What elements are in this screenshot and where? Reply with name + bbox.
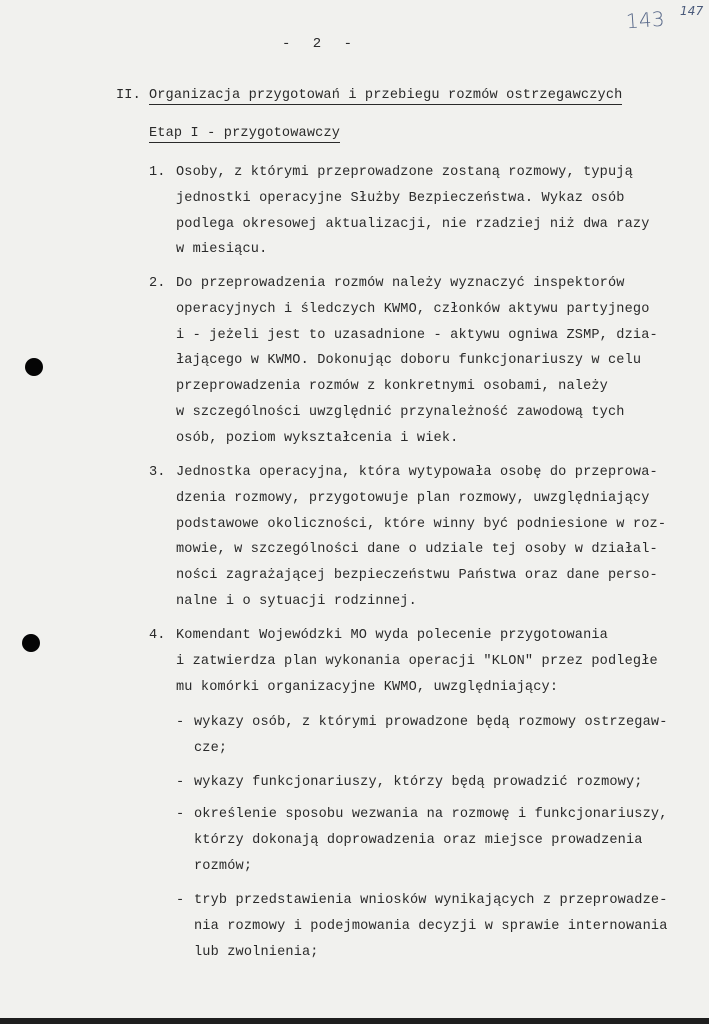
paragraph-line: przeprowadzenia rozmów z konkretnymi osobami, należy (176, 379, 608, 395)
section-heading (116, 88, 622, 103)
bullet-item (176, 710, 696, 762)
paragraph-line: w szczególności uwzględnić przynależność zawodową tych (176, 404, 625, 420)
bullet-dash: - (176, 807, 185, 822)
paragraph-line: nalne i o sytuacji rodzinnej. (176, 593, 417, 609)
bullet-line: wykazy osób, z którymi prowadzone będą rozmowy ostrzegaw- (194, 715, 668, 730)
bullet-item (176, 888, 696, 965)
paragraph-line: ności zagrażającej bezpieczeństwu Państwa oraz dane perso- (176, 568, 658, 584)
section-number: II. (116, 88, 141, 103)
page-number: - 2 - (282, 36, 353, 52)
numbered-paragraph (149, 623, 689, 700)
handwritten-folio-number: 143 (625, 6, 666, 34)
bullet-dash: - (176, 775, 185, 790)
paragraph-line: mowie, w szczególności dane o udziale tej osoby w działal- (176, 542, 658, 558)
paragraph-line: podlega okresowej aktualizacji, nie rzadziej niż dwa razy (176, 216, 650, 232)
bullet-line: rozmów; (194, 858, 253, 874)
paragraph-line: Komendant Wojewódzki MO wyda polecenie przygotowania (176, 628, 608, 643)
bullet-dash: - (176, 893, 185, 908)
bullet-line: nia rozmowy i podejmowania decyzji w sprawie internowania (194, 918, 668, 934)
scan-edge (0, 1018, 709, 1024)
bullet-line: wykazy funkcjonariuszy, którzy będą prowadzić rozmowy; (194, 775, 643, 790)
punch-hole (22, 634, 40, 652)
paragraph-line: Do przeprowadzenia rozmów należy wyznaczyć inspektorów (176, 276, 625, 291)
handwritten-folio-number-small: 147 (680, 4, 704, 18)
paragraph-line: łającego w KWMO. Dokonując doboru funkcjonariuszy w celu (176, 353, 642, 369)
paragraph-line: mu komórki organizacyjne KWMO, uwzględniający: (176, 679, 559, 695)
numbered-paragraph (149, 160, 689, 263)
bullet-line: lub zwolnienia; (194, 944, 319, 960)
numbered-paragraph (149, 460, 689, 615)
bullet-dash: - (176, 715, 185, 730)
paragraph-line: Jednostka operacyjna, która wytypowała osobę do przeprowa- (176, 465, 658, 480)
paragraph-number: 3. (149, 465, 166, 480)
bullet-line: którzy dokonają doprowadzenia oraz miejsce prowadzenia (194, 832, 643, 848)
punch-hole (25, 358, 43, 376)
paragraph-line: Osoby, z którymi przeprowadzone zostaną rozmowy, typują (176, 165, 633, 180)
paragraph-number: 4. (149, 628, 166, 643)
bullet-item (176, 770, 696, 796)
paragraph-line: dzenia rozmowy, przygotowuje plan rozmowy, uwzględniający (176, 490, 650, 506)
bullet-line: tryb przedstawienia wniosków wynikających z przeprowadze- (194, 893, 668, 908)
paragraph-line: osób, poziom wykształcenia i wiek. (176, 430, 459, 446)
bullet-line: określenie sposobu wezwania na rozmowę i funkcjonariuszy, (194, 807, 668, 822)
paragraph-line: podstawowe okoliczności, które winny być podniesione w roz- (176, 516, 667, 532)
paragraph-line: i zatwierdza plan wykonania operacji "KLON" przez podległe (176, 653, 658, 669)
stage-heading: Etap I - przygotowawczy (149, 126, 341, 141)
bullet-item (176, 802, 696, 879)
numbered-paragraph (149, 271, 689, 452)
paragraph-line: operacyjnych i śledczych KWMO, członków aktywu partyjnego (176, 301, 650, 317)
section-title: Organizacja przygotowań i przebiegu rozmów ostrzegawczych (148, 88, 623, 103)
paragraph-line: i - jeżeli jest to uzasadnione - aktywu ogniwa ZSMP, dzia- (176, 327, 658, 343)
paragraph-line: jednostki operacyjne Służby Bezpieczeństwa. Wykaz osób (176, 190, 625, 206)
paragraph-line: w miesiącu. (176, 242, 268, 258)
bullet-line: cze; (194, 740, 228, 756)
paragraph-number: 1. (149, 165, 166, 180)
paragraph-number: 2. (149, 276, 166, 291)
